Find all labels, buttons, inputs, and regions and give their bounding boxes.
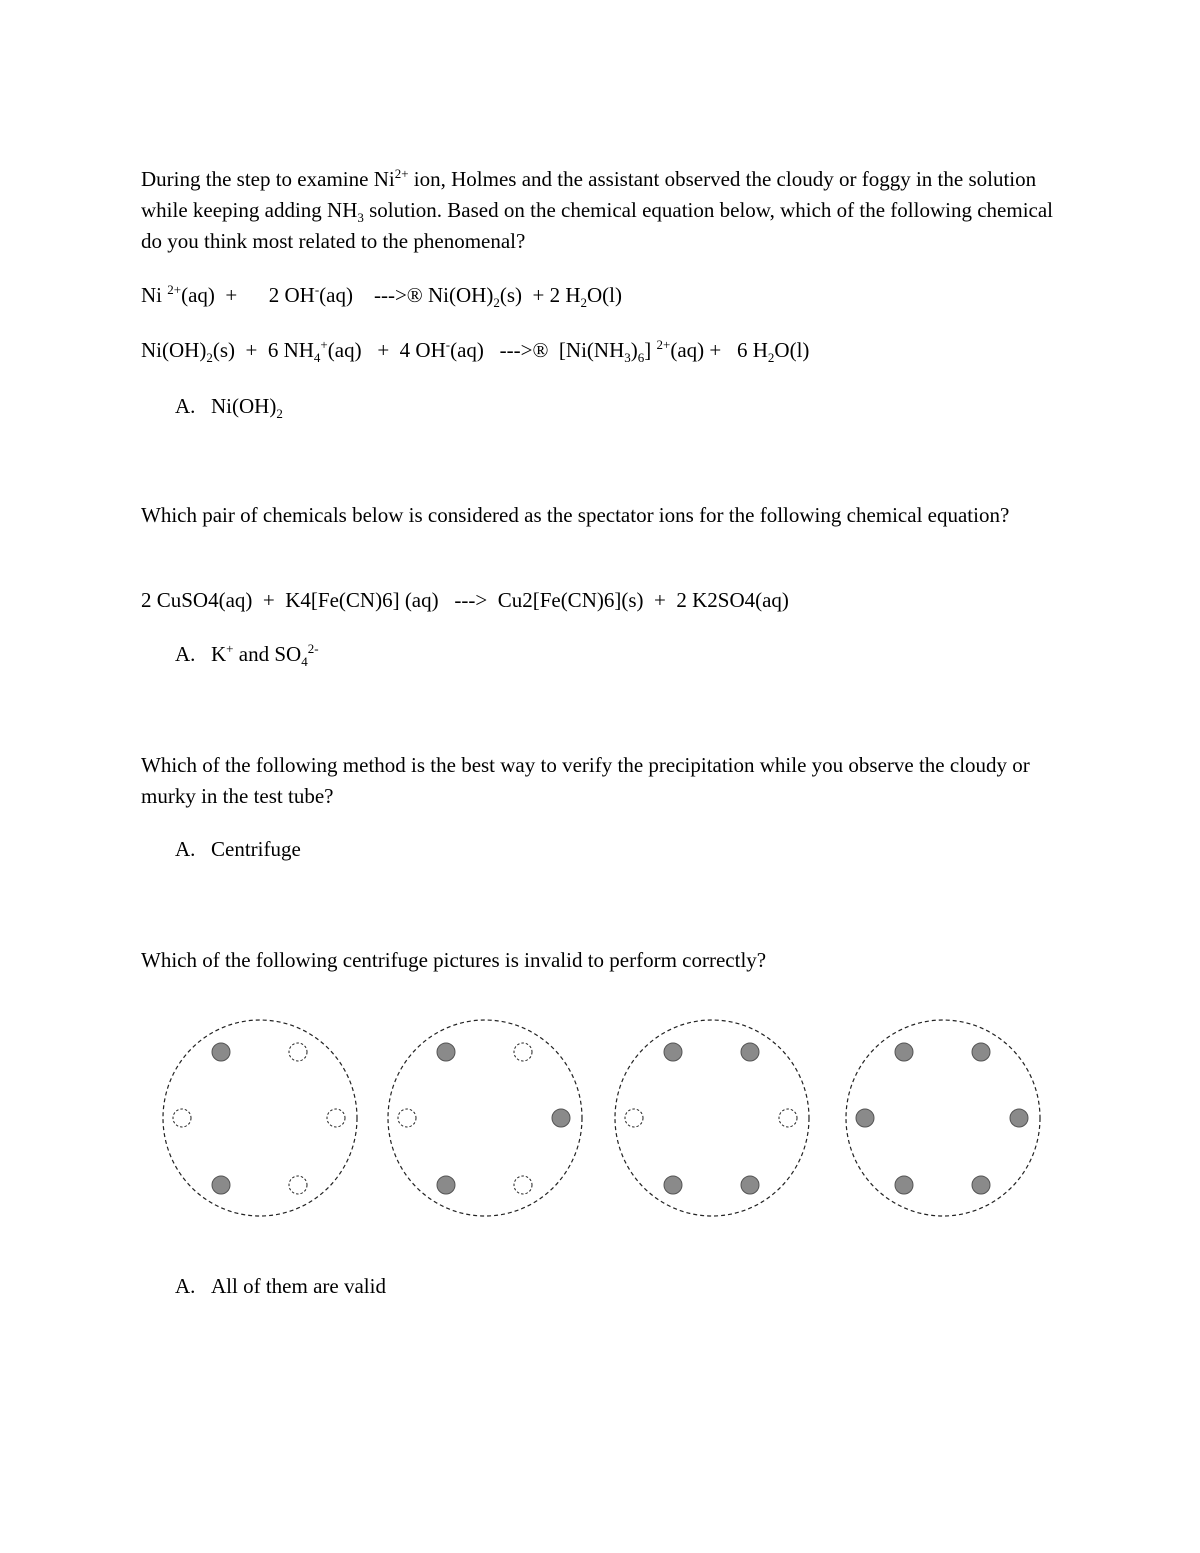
rotor-4 bbox=[846, 1020, 1040, 1216]
tube-slot-empty bbox=[514, 1043, 532, 1061]
tube-slot-empty bbox=[625, 1109, 643, 1127]
rotor-3 bbox=[615, 1020, 809, 1216]
question-4-text: Which of the following centrifuge pictures is invalid to perform correctly? bbox=[141, 948, 767, 972]
tube-slot-empty bbox=[289, 1176, 307, 1194]
tube-slot-filled bbox=[895, 1043, 913, 1061]
centrifuge-diagrams bbox=[150, 1012, 1050, 1224]
tube-slot-empty bbox=[173, 1109, 191, 1127]
tube-slot-empty bbox=[398, 1109, 416, 1127]
answer-2-text: K+ and $SO_4^{2-}$ bbox=[211, 641, 319, 669]
tube-slot-filled bbox=[212, 1043, 230, 1061]
tube-slot-filled bbox=[664, 1176, 682, 1194]
tube-slot-filled bbox=[552, 1109, 570, 1127]
question-1-text: During the step to examine $Ni^{2+}$ ion, Holmes and the assistant observed the cloudy or foggy in the solution while keeping adding $NH_3$ solution. Based on the chemical equation below, which of the following chemical do you think most related to the phenomenal? bbox=[141, 166, 1053, 253]
answer-1 bbox=[175, 394, 283, 419]
answer-4 bbox=[175, 1274, 386, 1299]
rotor-1 bbox=[163, 1020, 357, 1216]
tube-slot-empty bbox=[514, 1176, 532, 1194]
tube-slot-empty bbox=[289, 1043, 307, 1061]
tube-slot-filled bbox=[437, 1043, 455, 1061]
equation-3: 2 CuSO4(aq) + K4[Fe(CN)6] (aq) ---> Cu2[Fe(CN)6](s) + 2 K2SO4(aq) bbox=[141, 588, 789, 612]
tube-slot-filled bbox=[972, 1176, 990, 1194]
tube-slot-empty bbox=[779, 1109, 797, 1127]
question-3-text: Which of the following method is the best way to verify the precipitation while you observe the cloudy or murky in the test tube? bbox=[141, 753, 1030, 808]
answer-1-text: $Ni(OH)_2$ bbox=[211, 394, 283, 421]
tube-slot-filled bbox=[741, 1176, 759, 1194]
rotor-2 bbox=[388, 1020, 582, 1216]
answer-4-label: A. bbox=[175, 1274, 196, 1298]
tube-slot-filled bbox=[664, 1043, 682, 1061]
answer-2-label: A. bbox=[175, 642, 196, 666]
tube-slot-filled bbox=[1010, 1109, 1028, 1127]
answer-1-label: A. bbox=[175, 394, 196, 418]
answer-3-text: Centrifuge bbox=[211, 837, 301, 861]
tube-slot-filled bbox=[895, 1176, 913, 1194]
answer-4-text: All of them are valid bbox=[211, 1274, 386, 1298]
tube-slot-filled bbox=[741, 1043, 759, 1061]
question-2-text: Which pair of chemicals below is considered as the spectator ions for the following chemical equation? bbox=[141, 503, 1010, 527]
tube-slot-filled bbox=[972, 1043, 990, 1061]
answer-3 bbox=[175, 837, 301, 862]
tube-slot-filled bbox=[212, 1176, 230, 1194]
equation-2: $Ni(OH)_2(s) + 6$ $NH_4^+(aq) + 4$ OH-(aq) --->® $[Ni(NH_3)_6] ^{2+}(aq) + 6$ $H_2O(l)$ bbox=[141, 337, 810, 365]
answer-2 bbox=[175, 642, 319, 667]
equation-1: Ni $^{2+}$(aq) + 2 OH-(aq) --->® $Ni(OH)_2(s) + 2$ $H_2O(l)$ bbox=[141, 282, 622, 310]
tube-slot-empty bbox=[327, 1109, 345, 1127]
answer-3-label: A. bbox=[175, 837, 196, 861]
tube-slot-filled bbox=[856, 1109, 874, 1127]
tube-slot-filled bbox=[437, 1176, 455, 1194]
